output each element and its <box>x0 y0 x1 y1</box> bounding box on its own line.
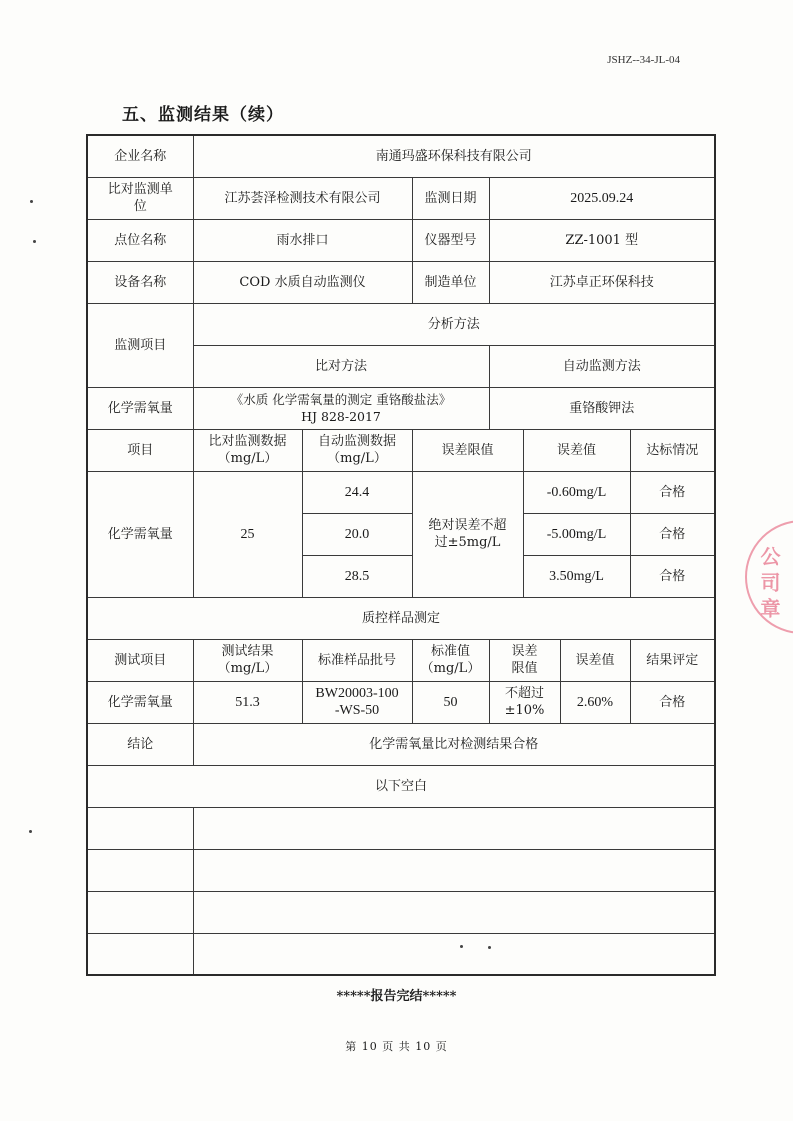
model-label: 仪器型号 <box>412 219 489 261</box>
company-label: 企业名称 <box>87 135 193 177</box>
auto-value: 24.4 <box>302 471 412 513</box>
comparison-value: 25 <box>193 471 302 597</box>
compare-method-standard: 《水质 化学需氧量的测定 重铬酸盐法》 <box>230 392 452 407</box>
compare-method-value <box>193 387 489 429</box>
document-code: JSHZ--34-JL-04 <box>607 54 680 66</box>
device-value: COD 水质自动监测仪 <box>193 261 412 303</box>
scan-speck <box>33 240 36 243</box>
qc-header-limit: 误差限值 <box>489 639 560 681</box>
qc-header-result: 测试结果（mg/L） <box>193 639 302 681</box>
auto-method-value: 重铬酸钾法 <box>489 387 715 429</box>
analysis-method-label: 分析方法 <box>193 303 715 345</box>
empty-cell <box>193 891 715 933</box>
qc-batch: BW20003-100-WS-50 <box>302 681 412 723</box>
qc-evaluation: 合格 <box>630 681 715 723</box>
scan-speck <box>460 945 463 948</box>
qc-limit: 不超过±10% <box>489 681 560 723</box>
qc-header-evaluation: 结果评定 <box>630 639 715 681</box>
blank-note: 以下空白 <box>87 765 715 807</box>
empty-cell <box>193 807 715 849</box>
header-error-limit: 误差限值 <box>412 429 523 471</box>
qc-header-batch: 标准样品批号 <box>302 639 412 681</box>
date-value: 2025.09.24 <box>489 177 715 219</box>
empty-cell <box>193 933 715 975</box>
compliance-result: 合格 <box>630 513 715 555</box>
qc-header-standard: 标准值（mg/L） <box>412 639 489 681</box>
method-item-name: 化学需氧量 <box>87 387 193 429</box>
monitoring-item-label: 监测项目 <box>87 303 193 387</box>
qc-title: 质控样品测定 <box>87 597 715 639</box>
company-seal-stamp <box>745 520 793 634</box>
error-limit-value: 绝对误差不超过±5mg/L <box>412 471 523 597</box>
stamp-text: 公司章 <box>757 546 781 624</box>
empty-cell <box>87 807 193 849</box>
monitoring-results-table <box>86 134 716 976</box>
section-title: 五、监测结果（续） <box>122 105 284 125</box>
auto-value: 20.0 <box>302 513 412 555</box>
header-item: 项目 <box>87 429 193 471</box>
compare-unit-label: 比对监测单位 <box>87 177 193 219</box>
qc-item: 化学需氧量 <box>87 681 193 723</box>
point-value: 雨水排口 <box>193 219 412 261</box>
maker-value: 江苏卓正环保科技 <box>489 261 715 303</box>
company-value: 南通玛盛环保科技有限公司 <box>193 135 715 177</box>
report-end-marker: *****报告完结***** <box>336 989 457 1004</box>
qc-result: 51.3 <box>193 681 302 723</box>
qc-header-error: 误差值 <box>560 639 630 681</box>
device-label: 设备名称 <box>87 261 193 303</box>
scan-speck <box>29 830 32 833</box>
empty-cell <box>87 933 193 975</box>
empty-cell <box>87 891 193 933</box>
header-auto-data: 自动监测数据（mg/L） <box>302 429 412 471</box>
empty-cell <box>87 849 193 891</box>
scan-speck <box>30 200 33 203</box>
empty-cell <box>193 849 715 891</box>
compliance-result: 合格 <box>630 555 715 597</box>
auto-value: 28.5 <box>302 555 412 597</box>
compare-method-code: HJ 828-2017 <box>301 409 381 424</box>
auto-method-label: 自动监测方法 <box>489 345 715 387</box>
qc-header-item: 测试项目 <box>87 639 193 681</box>
maker-label: 制造单位 <box>412 261 489 303</box>
point-label: 点位名称 <box>87 219 193 261</box>
compare-method-label: 比对方法 <box>193 345 489 387</box>
compliance-result: 合格 <box>630 471 715 513</box>
comparison-item: 化学需氧量 <box>87 471 193 597</box>
date-label: 监测日期 <box>412 177 489 219</box>
conclusion-label: 结论 <box>87 723 193 765</box>
qc-error: 2.60% <box>560 681 630 723</box>
header-compliance: 达标情况 <box>630 429 715 471</box>
header-compare-data: 比对监测数据（mg/L） <box>193 429 302 471</box>
header-error-value: 误差值 <box>523 429 630 471</box>
qc-standard: 50 <box>412 681 489 723</box>
error-value: -0.60mg/L <box>523 471 630 513</box>
scan-speck <box>488 946 491 949</box>
page-number: 第 10 页 共 10 页 <box>345 1040 448 1053</box>
conclusion-value: 化学需氧量比对检测结果合格 <box>193 723 715 765</box>
error-value: 3.50mg/L <box>523 555 630 597</box>
model-value: ZZ-1001 型 <box>489 219 715 261</box>
compare-unit-value: 江苏荟泽检测技术有限公司 <box>193 177 412 219</box>
error-value: -5.00mg/L <box>523 513 630 555</box>
